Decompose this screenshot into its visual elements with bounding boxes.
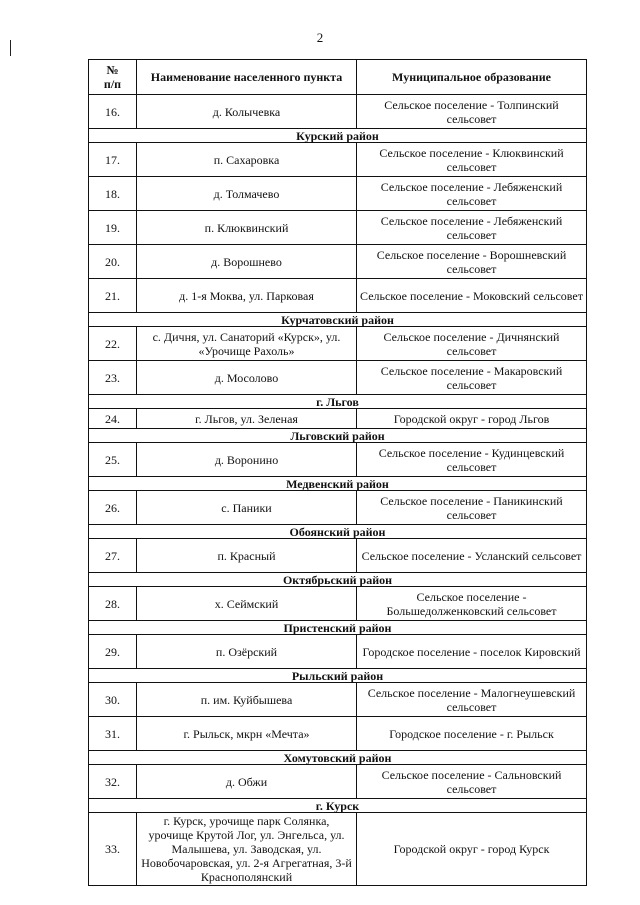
region-header-row [89, 573, 587, 587]
region-header-row [89, 799, 587, 813]
table-row [89, 635, 587, 669]
cell-settlement: г. Курск, урочище парк Солянка, урочище Крутой Лог, ул. Энгельса, ул. Малышева, ул. Заводская, ул. Новобочаровская, ул. 2-я Агрегатная, 3-й Краснополянский [137, 813, 357, 886]
region-title: Обоянский район [89, 525, 587, 539]
header-name: Наименование населенного пункта [137, 60, 357, 95]
cell-settlement: г. Рыльск, мкрн «Мечта» [137, 717, 357, 751]
cell-num: 22. [89, 327, 137, 361]
cell-settlement: д. Колычевка [137, 95, 357, 129]
cell-num: 18. [89, 177, 137, 211]
region-header-row [89, 751, 587, 765]
table-row [89, 95, 587, 129]
table-row [89, 717, 587, 751]
region-title: Пристенский район [89, 621, 587, 635]
region-title: Курчатовский район [89, 313, 587, 327]
table-row [89, 245, 587, 279]
cell-municipality: Сельское поселение - Моковский сельсовет [357, 279, 587, 313]
cell-municipality: Городской округ - город Льгов [357, 409, 587, 429]
cell-settlement: п. Сахаровка [137, 143, 357, 177]
cell-municipality: Сельское поселение - Кудинцевский сельсовет [357, 443, 587, 477]
cell-settlement: с. Дичня, ул. Санаторий «Курск», ул. «Урочище Рахоль» [137, 327, 357, 361]
cell-municipality: Сельское поселение - Паникинский сельсовет [357, 491, 587, 525]
region-header-row [89, 621, 587, 635]
settlements-table [88, 59, 587, 886]
cell-municipality: Городское поселение - поселок Кировский [357, 635, 587, 669]
cell-municipality: Сельское поселение - Лебяженский сельсовет [357, 177, 587, 211]
cell-municipality: Городской округ - город Курск [357, 813, 587, 886]
region-header-row [89, 429, 587, 443]
cell-municipality: Сельское поселение - Сальновский сельсовет [357, 765, 587, 799]
table-row [89, 409, 587, 429]
cell-settlement: д. 1-я Моква, ул. Парковая [137, 279, 357, 313]
cell-municipality: Сельское поселение - Лебяженский сельсовет [357, 211, 587, 245]
table-row [89, 177, 587, 211]
cell-num: 24. [89, 409, 137, 429]
table-row [89, 683, 587, 717]
table-row [89, 539, 587, 573]
region-title: г. Курск [89, 799, 587, 813]
table-row [89, 587, 587, 621]
cell-municipality: Сельское поселение - Макаровский сельсовет [357, 361, 587, 395]
cell-num: 30. [89, 683, 137, 717]
cell-settlement: д. Обжи [137, 765, 357, 799]
cell-num: 16. [89, 95, 137, 129]
cell-municipality: Сельское поселение - Усланский сельсовет [357, 539, 587, 573]
region-header-row [89, 313, 587, 327]
page-number: 2 [316, 30, 324, 45]
cell-num: 23. [89, 361, 137, 395]
table-row [89, 211, 587, 245]
region-title: Медвенский район [89, 477, 587, 491]
cell-settlement: д. Воронино [137, 443, 357, 477]
region-title: Октябрьский район [89, 573, 587, 587]
region-header-row [89, 525, 587, 539]
table-header-row [89, 60, 587, 95]
table-row [89, 327, 587, 361]
cell-num: 33. [89, 813, 137, 886]
cell-num: 25. [89, 443, 137, 477]
cell-settlement: д. Ворошнево [137, 245, 357, 279]
cell-settlement: г. Льгов, ул. Зеленая [137, 409, 357, 429]
cell-settlement: д. Мосолово [137, 361, 357, 395]
region-header-row [89, 395, 587, 409]
cell-num: 19. [89, 211, 137, 245]
cell-settlement: х. Сеймский [137, 587, 357, 621]
region-title: г. Льгов [89, 395, 587, 409]
cell-settlement: п. им. Куйбышева [137, 683, 357, 717]
cell-municipality: Сельское поселение - Толпинский сельсовет [357, 95, 587, 129]
table-body [89, 95, 587, 886]
header-municipality: Муниципальное образование [357, 60, 587, 95]
cell-num: 31. [89, 717, 137, 751]
cell-num: 26. [89, 491, 137, 525]
cell-settlement: п. Красный [137, 539, 357, 573]
cell-municipality: Сельское поселение - Дичнянский сельсовет [357, 327, 587, 361]
region-title: Рыльский район [89, 669, 587, 683]
table-row [89, 765, 587, 799]
cell-municipality: Сельское поселение - Ворошневский сельсовет [357, 245, 587, 279]
cell-municipality: Сельское поселение - Клюквинский сельсовет [357, 143, 587, 177]
cell-municipality: Сельское поселение - Малогнеушевский сельсовет [357, 683, 587, 717]
cell-num: 27. [89, 539, 137, 573]
header-num: № п/п [89, 60, 137, 95]
cell-num: 20. [89, 245, 137, 279]
table-row [89, 143, 587, 177]
cell-num: 21. [89, 279, 137, 313]
cell-num: 29. [89, 635, 137, 669]
cell-municipality: Сельское поселение - Большедолженковский сельсовет [357, 587, 587, 621]
region-header-row [89, 477, 587, 491]
table-row [89, 443, 587, 477]
region-title: Хомутовский район [89, 751, 587, 765]
cell-settlement: с. Паники [137, 491, 357, 525]
table-row [89, 491, 587, 525]
table-row [89, 279, 587, 313]
table-row [89, 361, 587, 395]
cell-settlement: д. Толмачево [137, 177, 357, 211]
region-header-row [89, 129, 587, 143]
region-header-row [89, 669, 587, 683]
cell-num: 28. [89, 587, 137, 621]
cell-municipality: Городское поселение - г. Рыльск [357, 717, 587, 751]
region-title: Курский район [89, 129, 587, 143]
cell-settlement: п. Озёрский [137, 635, 357, 669]
region-title: Льговский район [89, 429, 587, 443]
cell-num: 32. [89, 765, 137, 799]
cell-settlement: п. Клюквинский [137, 211, 357, 245]
cell-num: 17. [89, 143, 137, 177]
table-row [89, 813, 587, 886]
